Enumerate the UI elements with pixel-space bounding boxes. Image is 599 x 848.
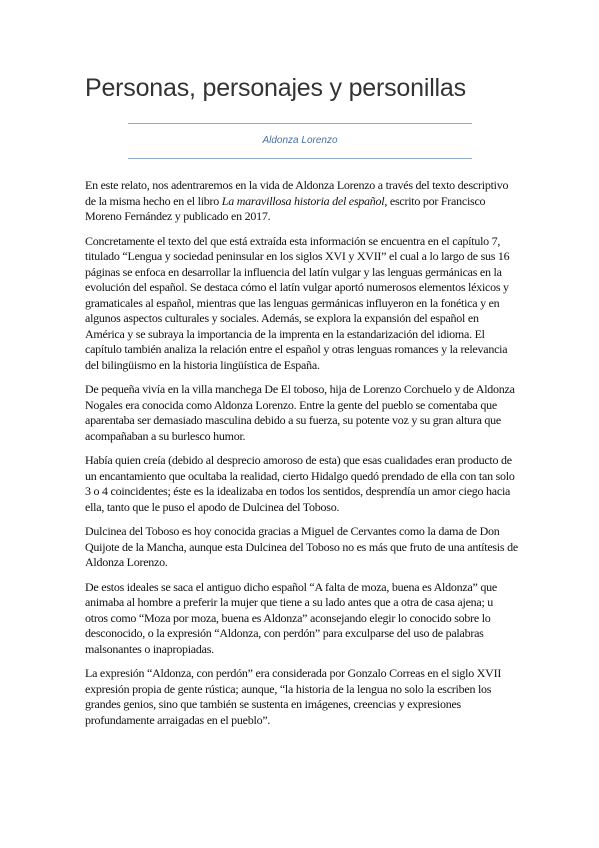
title-divider-bottom [128,158,472,159]
paragraph-chapter: Concretamente el texto del que está extraída esta información se encuentra en el capítulo 7, titulado “Lengua y sociedad peninsular en los siglos XVI y XVII” el cual a lo largo de sus 16 páginas se enfoca en desarrollar la influencia del latín vulgar y las lenguas germánicas en la evolución del español. Se destaca cómo el latín vulgar aportó numerosos elementos léxicos y gramaticales al español, mientras que las lenguas germánicas influyeron en la fonética y en algunos aspectos culturales y sociales. Además, se explora la expansión del español en América y se subraya la importancia de la imprenta en la estandarización del idioma. El capítulo también analiza la relación entre el español y otras lenguas romances y la relevancia del bilingüismo en la historia lingüística de España. [85,233,510,372]
paragraph-childhood: De pequeña vivía en la villa manchega De El toboso, hija de Lorenzo Corchuelo y de Aldonza Nogales era conocida como Aldonza Lorenzo. Entre la gente del pueblo se comentaba que aparentaba ser demasiado masculina debido a su fuerza, su potente voz y su gran altura que acompañaban a su burlesco humor. [85,382,515,443]
page-title: Personas, personajes y personillas [85,74,466,102]
paragraph-intro-text-before: En este relato, nos adentraremos en la vida de Aldonza Lorenzo a través del texto descriptivo de la misma hecho en el libro [85,178,509,208]
paragraph-enchantment: Había quien creía (debido al desprecio amoroso de esta) que esas cualidades eran producto de un encantamiento que ocultaba la realidad, cierto Hidalgo quedó prendado de ella con tan solo 3 o 4 coincidentes; éste es la idealizaba en todos los sentidos, desprendía un amor ciego hacia ella, tanto que le puso el apodo de Dulcinea del Toboso. [85,453,515,514]
book-title: La maravillosa historia del español [221,193,385,208]
document-body [85,178,518,737]
title-divider-top [128,123,472,124]
paragraph-expression: La expresión “Aldonza, con perdón” era considerada por Gonzalo Correas en el siglo XVII expresión propia de gente rústica; aunque, “la historia de la lengua no solo la escriben los grandes genios, sino que también se sustenta en imágenes, creencias y expresiones profundamente arraigadas en el pueblo”. [85,666,502,727]
author-line: Aldonza Lorenzo [262,135,338,146]
paragraph-intro [85,178,518,225]
paragraph-sayings: De estos ideales se saca el antiguo dicho español “A falta de moza, buena es Aldonza” que animaba al hombre a preferir la mujer que tiene a su lado antes que a otra de casa ajena; u otros como “Moza por moza, buena es Aldonza” aconsejando elegir lo conocido sobre lo desconocido, o la expresión “Aldonza, con perdón” para exculparse del uso de palabras malsonantes o inapropiadas. [85,579,497,656]
paragraph-dulcinea: Dulcinea del Toboso es hoy conocida gracias a Miguel de Cervantes como la dama de Don Quijote de la Mancha, aunque esta Dulcinea del Toboso no es más que fruto de una antítesis de Aldonza Lorenzo. [85,524,518,569]
paragraph-intro-text-after: , escrito por Francisco Moreno Fernández y publicado en 2017. [85,193,486,223]
